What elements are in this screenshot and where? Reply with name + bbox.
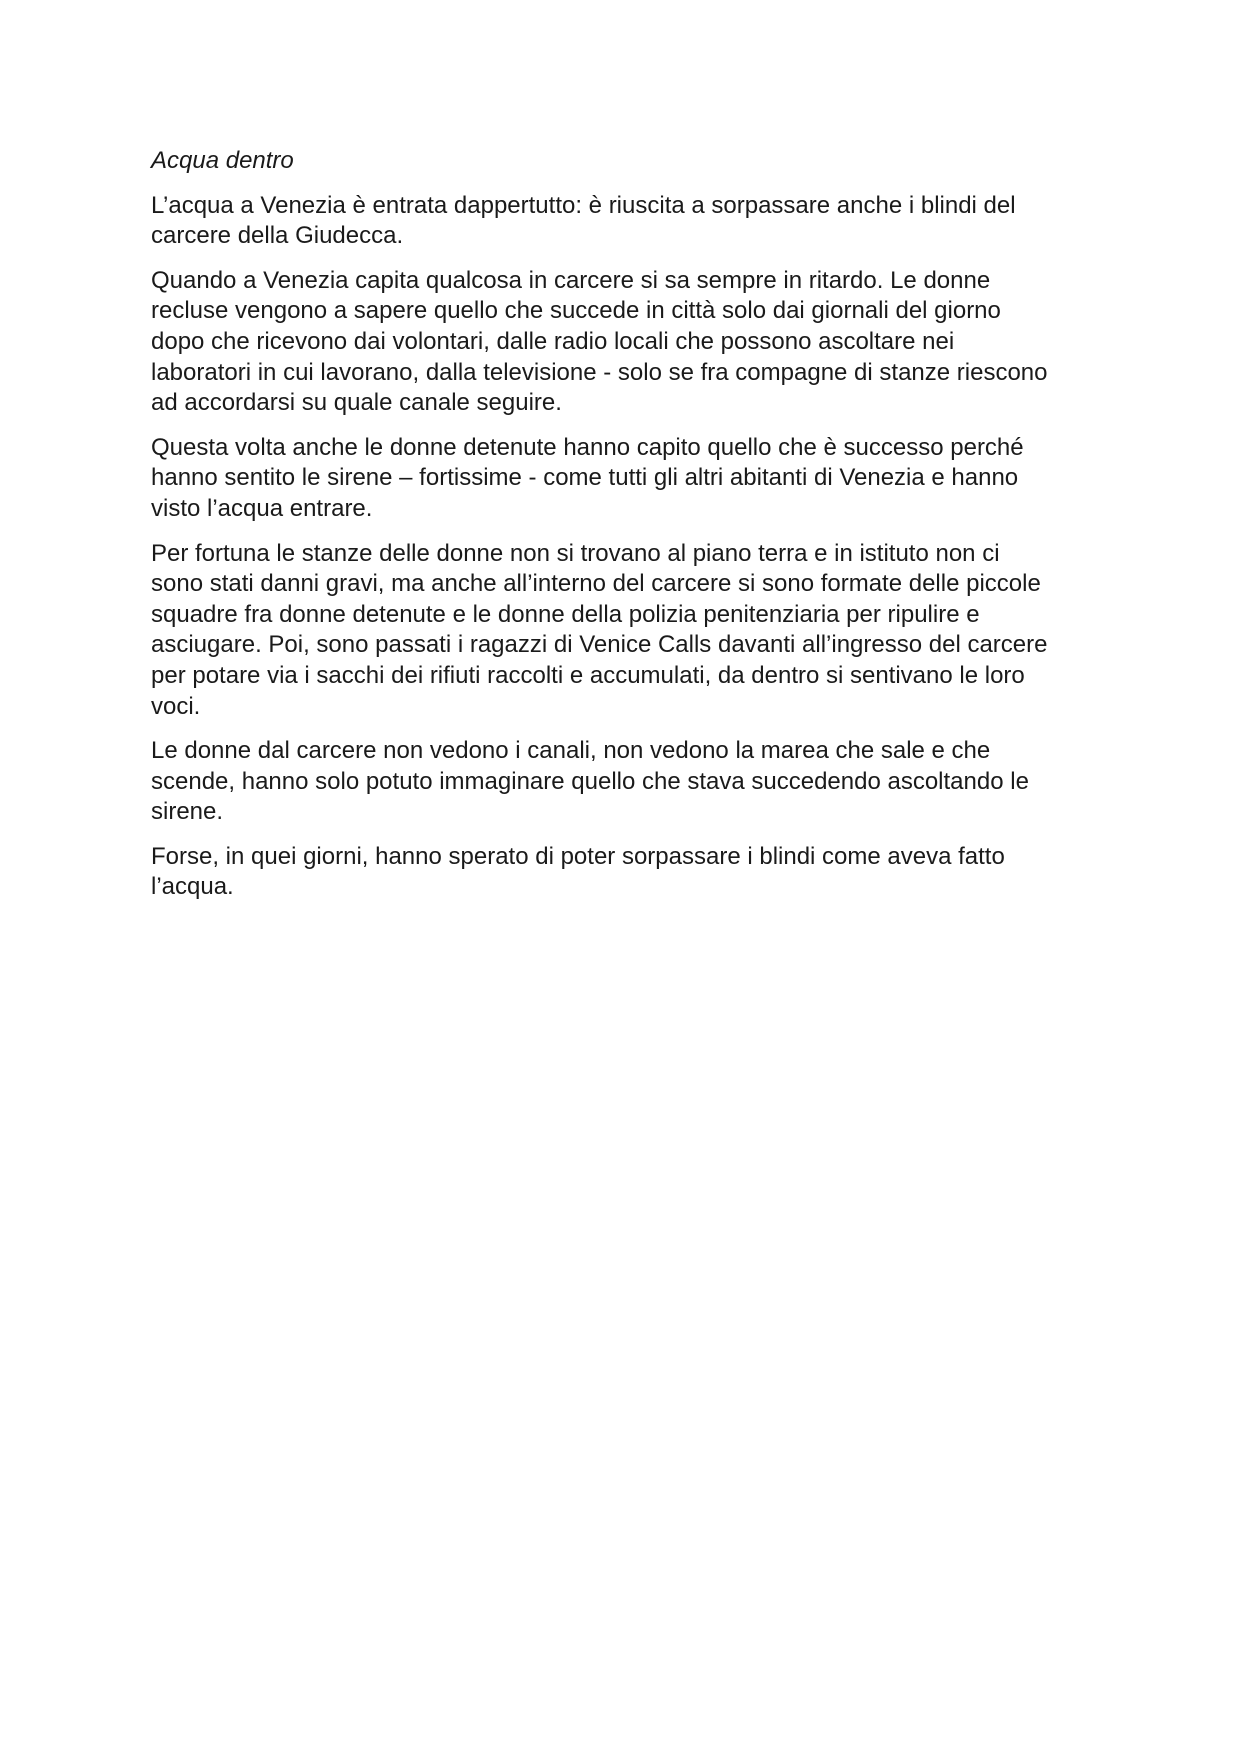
text-line: Le donne dal carcere non vedono i canali, non vedono la marea che sale e che: [151, 737, 991, 765]
paragraph-2: [151, 266, 1101, 419]
text-line: Per fortuna le stanze delle donne non si trovano al piano terra e in istituto non ci: [151, 539, 1000, 567]
text-line: scende, hanno solo potuto immaginare quello che stava succedendo ascoltando le: [151, 767, 1029, 795]
text-line: voci.: [151, 692, 201, 720]
text-line: sono stati danni gravi, ma anche all’interno del carcere si sono formate delle piccole: [151, 570, 1041, 598]
text-line: Quando a Venezia capita qualcosa in carcere si sa sempre in ritardo. Le donne: [151, 266, 991, 294]
text-line: ad accordarsi su quale canale seguire.: [151, 389, 562, 417]
text-line: dopo che ricevono dai volontari, dalle radio locali che possono ascoltare nei: [151, 327, 955, 355]
text-line: laboratori in cui lavorano, dalla televisione - solo se fra compagne di stanze riescono: [151, 358, 1048, 386]
paragraph-1: [151, 191, 1101, 252]
text-line: recluse vengono a sapere quello che succede in città solo dai giornali del giorno: [151, 297, 1001, 325]
text-line: per potare via i sacchi dei rifiuti raccolti e accumulati, da dentro si sentivano le loro: [151, 661, 1025, 689]
paragraph-4: [151, 539, 1101, 723]
text-line: carcere della Giudecca.: [151, 222, 404, 250]
text-line: visto l’acqua entrare.: [151, 494, 373, 522]
paragraph-5: [151, 736, 1101, 828]
paragraph-6: [151, 842, 1101, 903]
text-line: l’acqua.: [151, 873, 234, 901]
text-line: squadre fra donne detenute e le donne della polizia penitenziaria per ripulire e: [151, 600, 980, 628]
text-line: Questa volta anche le donne detenute hanno capito quello che è successo perché: [151, 433, 1024, 461]
text-line: sirene.: [151, 798, 224, 826]
text-line: L’acqua a Venezia è entrata dappertutto: è riuscita a sorpassare anche i blindi del: [151, 191, 1016, 219]
document-body: [151, 146, 1101, 917]
text-line: asciugare. Poi, sono passati i ragazzi di Venice Calls davanti all’ingresso del carcere: [151, 631, 1048, 659]
paragraph-3: [151, 433, 1101, 525]
text-line: Forse, in quei giorni, hanno sperato di poter sorpassare i blindi come aveva fatto: [151, 842, 1005, 870]
document-title: Acqua dentro: [151, 147, 294, 174]
text-line: hanno sentito le sirene – fortissime - come tutti gli altri abitanti di Venezia e hanno: [151, 464, 1019, 492]
